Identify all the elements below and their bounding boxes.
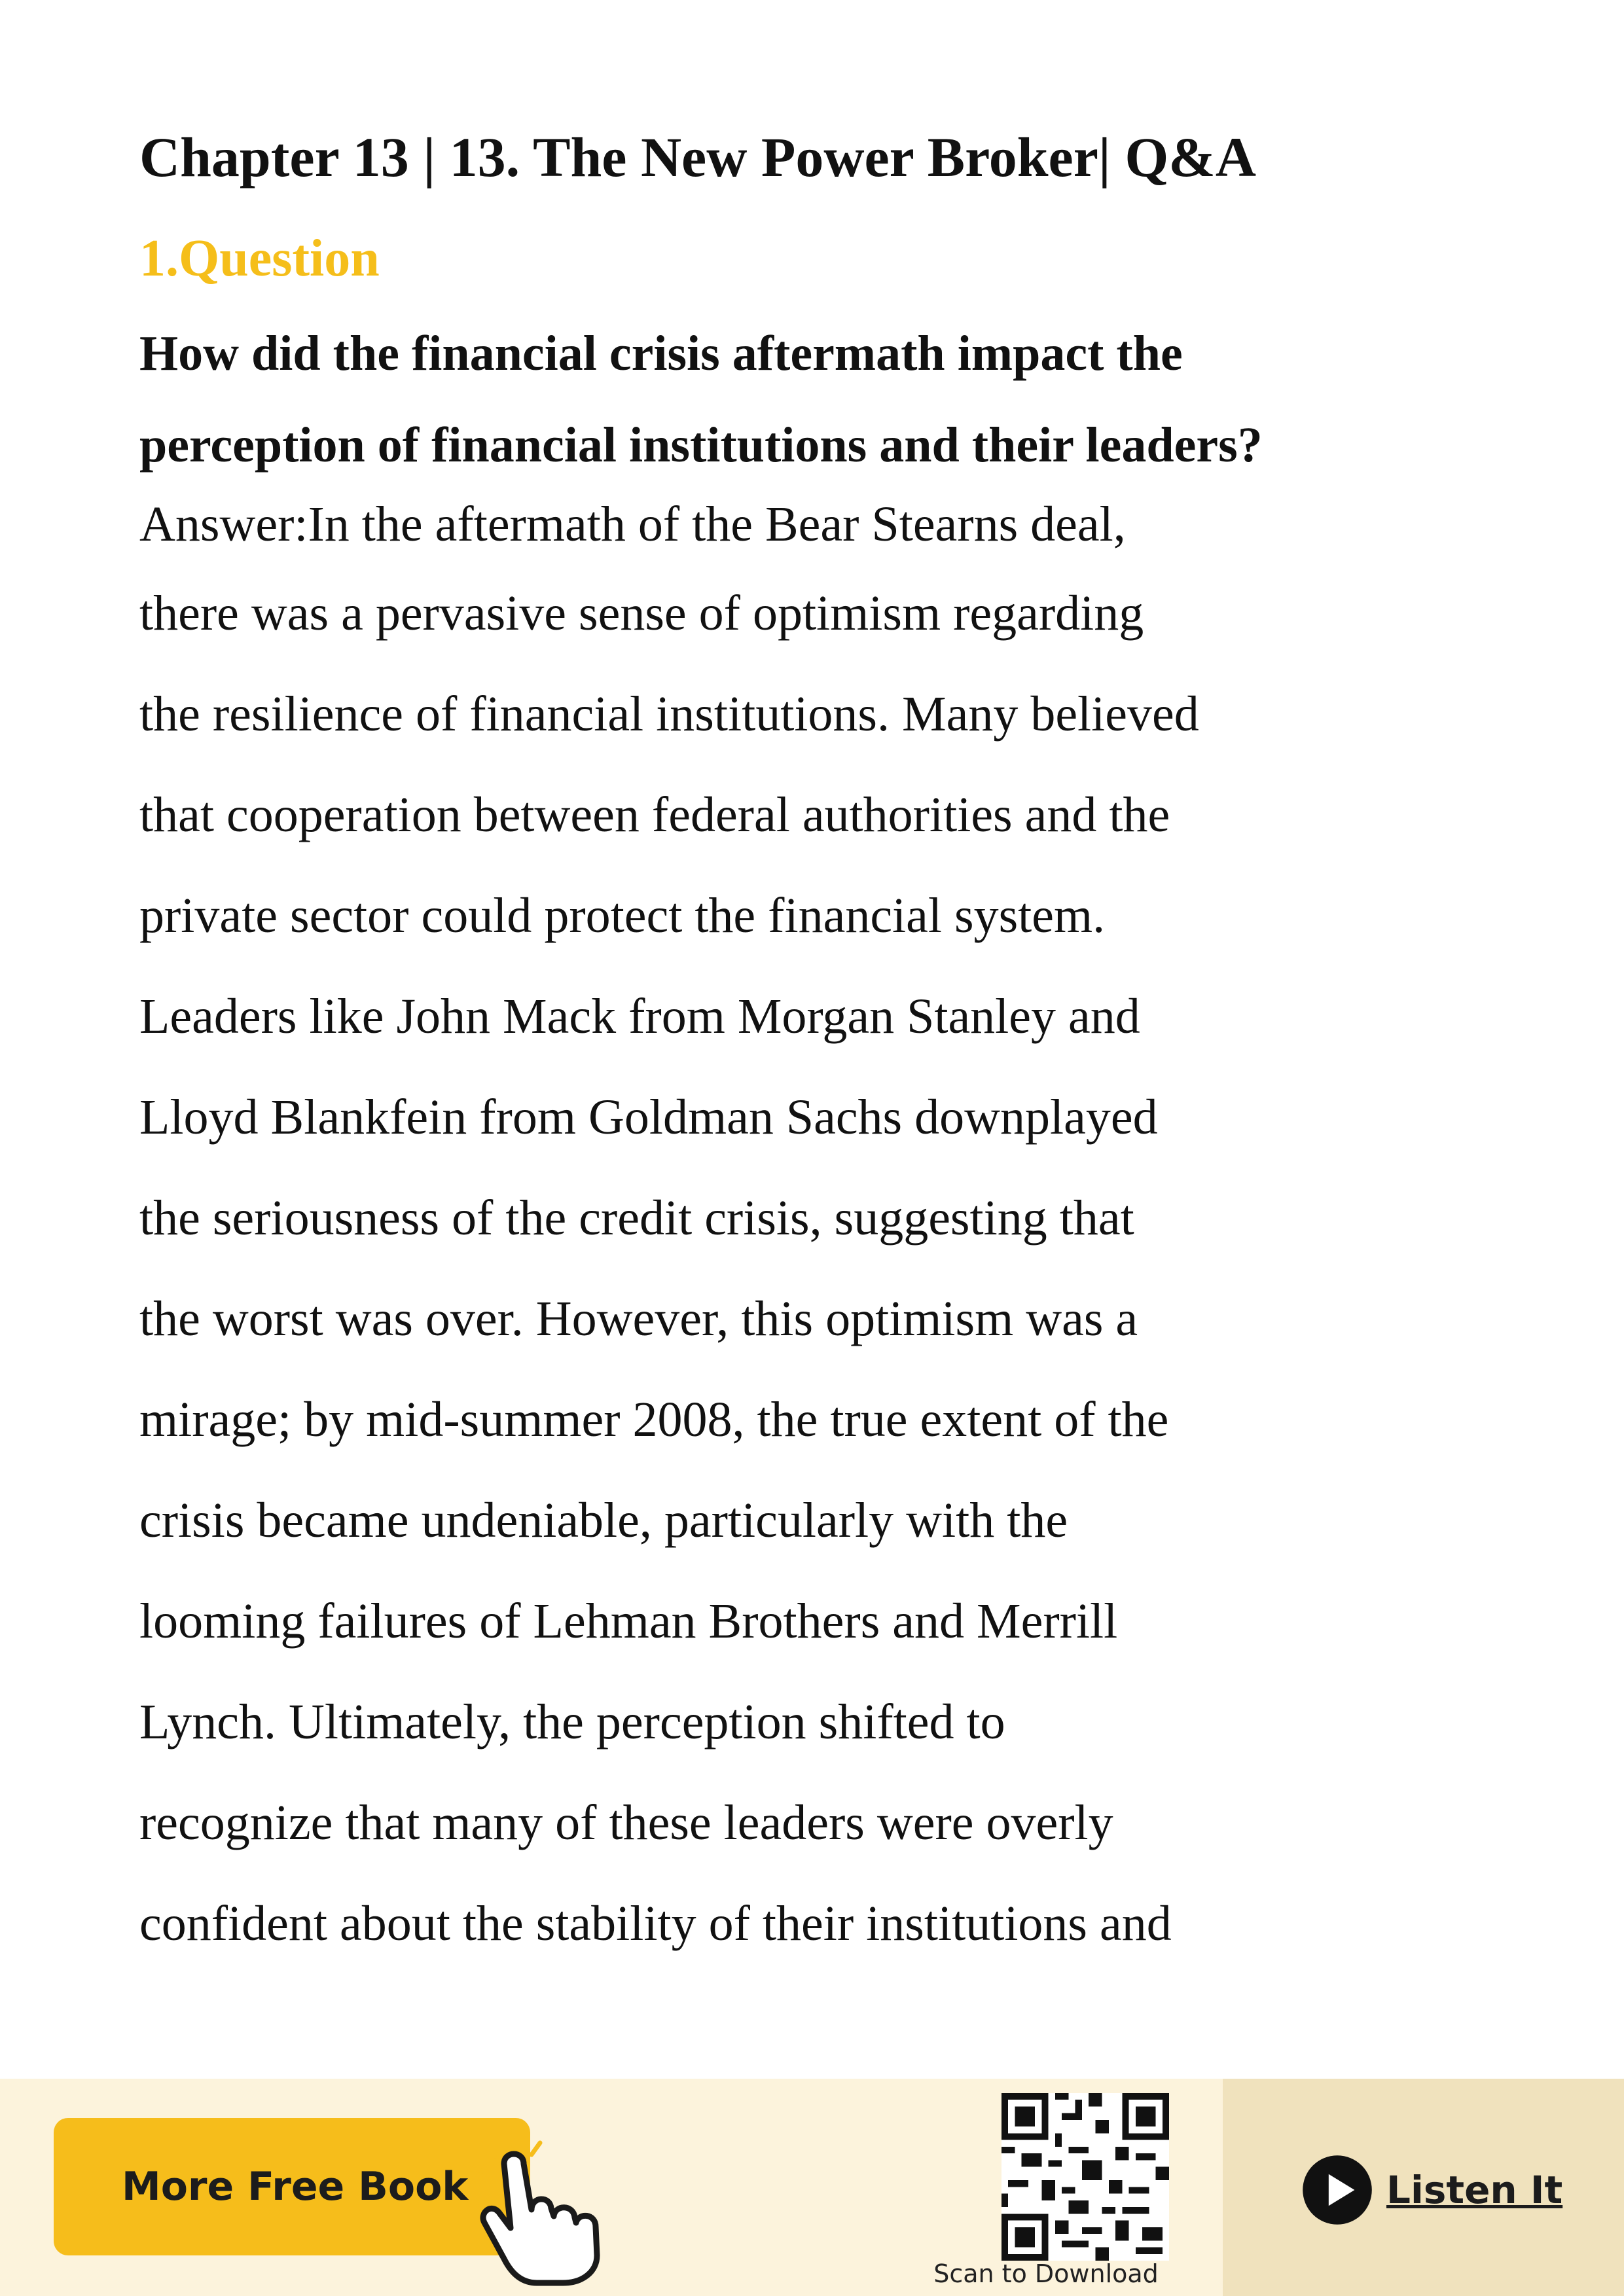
play-icon xyxy=(1301,2154,1373,2226)
answer-text xyxy=(139,486,1501,1974)
question-line: perception of financial institutions and their leaders? xyxy=(139,418,1263,473)
answer-line: Answer:In the aftermath of the Bear Stearns deal, xyxy=(139,497,1126,552)
more-free-book-label: More Free Book xyxy=(122,2164,469,2210)
answer-line: Lloyd Blankfein from Goldman Sachs downplayed xyxy=(139,1090,1158,1145)
answer-line: the worst was over. However, this optimism was a xyxy=(139,1291,1138,1346)
question-line: How did the financial crisis aftermath impact the xyxy=(139,326,1183,381)
answer-line: the seriousness of the credit crisis, suggesting that xyxy=(139,1191,1134,1246)
footer-right-panel xyxy=(1223,2079,1624,2296)
footer-bar xyxy=(0,2079,1624,2296)
answer-line: recognize that many of these leaders were overly xyxy=(139,1795,1113,1850)
answer-line: the resilience of financial institutions. Many believed xyxy=(139,687,1199,742)
pointing-hand-icon xyxy=(458,2125,615,2288)
scan-to-download-label: Scan to Download xyxy=(933,2259,1159,2288)
question-text xyxy=(139,308,1501,491)
answer-line: Lynch. Ultimately, the perception shifted to xyxy=(139,1695,1005,1749)
chapter-title: Chapter 13 | 13. The New Power Broker| Q&A xyxy=(139,126,1256,188)
listen-it-label: Listen It xyxy=(1386,2168,1563,2212)
answer-line: that cooperation between federal authorities and the xyxy=(139,787,1170,842)
answer-line: there was a pervasive sense of optimism regarding xyxy=(139,586,1144,641)
question-label: 1.Question xyxy=(139,230,380,287)
answer-line: crisis became undeniable, particularly with the xyxy=(139,1493,1068,1548)
qr-code xyxy=(1001,2093,1169,2261)
answer-line: confident about the stability of their institutions and xyxy=(139,1896,1172,1951)
answer-line: Leaders like John Mack from Morgan Stanley and xyxy=(139,989,1140,1044)
page-content xyxy=(139,118,1501,1974)
answer-line: private sector could protect the financial system. xyxy=(139,888,1106,943)
listen-it-button[interactable] xyxy=(1301,2154,1562,2226)
answer-line: mirage; by mid-summer 2008, the true extent of the xyxy=(139,1392,1169,1447)
answer-line: looming failures of Lehman Brothers and Merrill xyxy=(139,1594,1118,1649)
